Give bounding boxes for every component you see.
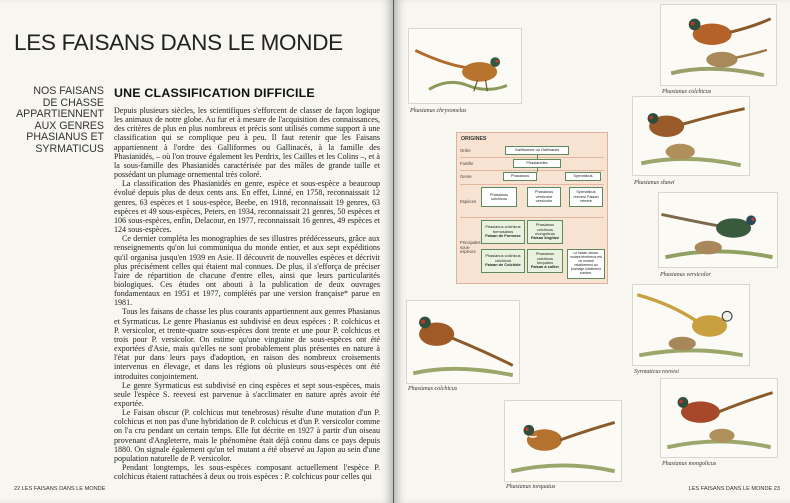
caption: Syrmaticus reevesi — [634, 369, 679, 375]
sidebar-line: AUX GENRES — [34, 119, 104, 132]
row-label-genre: Genre — [460, 174, 472, 179]
node-famille: Phasianidés — [513, 159, 561, 168]
caption: Phasianus colchicus — [662, 89, 712, 95]
subspecies-latin: Phasianus colchicus mongolicus — [535, 222, 555, 236]
left-page — [0, 0, 393, 503]
node-ordre: Galliformes ou Gallinacés — [505, 146, 569, 155]
caption: Phasianus torquatus — [506, 484, 556, 490]
pheasant-illustration — [633, 285, 749, 365]
caption: Phasianus mongolicus — [662, 461, 717, 467]
page-folio: LES FAISANS DANS LE MONDE 23 — [688, 486, 780, 492]
subspecies-common: Faisan de Colchide — [485, 262, 521, 268]
row-divider — [460, 170, 604, 171]
subspecies-latin: Phasianus colchicus formosanus — [485, 224, 521, 234]
connector — [537, 168, 538, 172]
paragraph: Le Faisan obscur (P. colchicus mut tenebrosus) résulte d'une mutation d'un P. colchicus et non pas d'une hybridation de P. colchicus et d'un P. versicolor comme on l'a cru pendant un certain temps. Elle fut décrite en 1927 à partir d'un oiseau provenant d'Angleterre, mais le phénomène était déjà connu dans ce pays depuis 1880. On signale également qu'un tel mutant a été observé au Japon au sein d'une population naturelle de P. versicolor. — [114, 408, 380, 463]
paragraph: La classification des Phasianidés en genre, espèce et sous-espèce a beaucoup évolué depuis plus de deux cents ans. En effet, Linné, en 1758, reconnaissait 12 genres, 63 espèces et 1 sous-espèce, Beebe, en 1918, reconnaissait 19 genres, 63 espèces et 49 sous-espèces, Peters, en 1934, reconnaissait 21 genres, 50 espèces et 106 sous-espèces, enfin, Delacour, en 1977, reconnaissait 16 genres, 49 espèces et 124 sous-espèces. — [114, 179, 380, 235]
row-label-ordre: Ordre — [460, 148, 471, 153]
node-genre-phasianus: Phasianus — [503, 172, 537, 181]
pheasant-illustration — [661, 5, 776, 85]
plate-phasianus-torquatus — [504, 400, 622, 482]
pheasant-illustration — [661, 379, 777, 457]
sidebar-line: DE CHASSE — [42, 96, 104, 109]
node-sous-espece-colchide — [481, 249, 525, 273]
node-sous-espece-kirghize — [527, 220, 563, 244]
sidebar-line: PHASIANUS ET — [26, 131, 104, 144]
node-espece-colchicus: Phasianus colchicus — [481, 187, 517, 207]
plate-phasianus-shawi — [632, 96, 750, 176]
subspecies-common: Faisan kirghize — [530, 235, 560, 241]
pheasant-illustration — [409, 29, 521, 103]
paragraph: Le genre Syrmaticus est subdivisé en cinq espèces et sept sous-espèces, mais seule l'espèce S. reevesi est parvenue à s'acclimater en nature après avoir été exportée. — [114, 380, 380, 408]
row-label-especes: Espèces — [460, 199, 477, 204]
paragraph: Ce dernier compléta les monographies de ses illustres prédécesseurs, grâce aux renseignements qu'on lui communiqua du monde entier, et aux sept expéditions qu'il organisa jusqu'en 1939 en Asie. Il découvrit de nouvelles espèces et décrivit plus précisément celles qui étaient mal connues. De plus, il s'efforça de préciser l'aire de répartition de chacune d'entre elles, ainsi que leurs particularités biologiques. Ces études ont abouti à la publication de deux ouvrages fondamentaux en 1951 et 1977, complétés par une version française* parue en 1981. — [114, 234, 380, 308]
page-folio: 22 LES FAISANS DANS LE MONDE — [14, 486, 106, 492]
plate-phasianus-colchicus-top — [660, 4, 777, 86]
chart-title: ORIGINES — [461, 136, 487, 142]
row-label-sous-especes: Principales sous-espèces — [460, 240, 481, 255]
pheasant-illustration — [505, 401, 621, 481]
subspecies-common: Faisan à collier — [530, 264, 560, 270]
subspecies-latin: Phasianus colchicus torquatus — [535, 251, 555, 265]
paragraph: Tous les faisans de chasse les plus courants appartiennent aux genres Phasianus et Syrmaticus. Le genre Phasianus est subdivisé en deux espèces : P. colchicus et P. versicolor, et trente-quatre sous-espèces dont trente et une pour P. colchicus et trois pour P. versicolor. On estime qu'une vingtaine de sous-espèces ont été exportées d'Asie, mais qu'elles ne sont probablement plus présentes en nature à l'état pur dans leurs pays d'adoption, en raison des nombreux croisements intervenus en élevage, et dans les régions où plusieurs sous-espèces ont été introduites conjointement. — [114, 307, 380, 381]
sidebar-line: APPARTIENNENT — [16, 108, 104, 121]
caption: Phasianus shawi — [634, 180, 675, 186]
node-espece-versicolor: Phasianus versicolor versicolor — [527, 187, 561, 207]
pheasant-illustration — [407, 301, 519, 383]
origins-classification-chart — [456, 132, 608, 284]
subspecies-common: Faisan de Formose — [485, 233, 521, 239]
plate-phasianus-colchicus-mid — [406, 300, 520, 384]
section-heading: UNE CLASSIFICATION DIFFICILE — [114, 86, 315, 100]
plate-syrmaticus-reevesi — [632, 284, 750, 366]
subspecies-latin: Phasianus colchicus colchicus — [485, 253, 521, 263]
node-genre-syrmaticus: Syrmaticus — [565, 172, 601, 181]
row-label-famille: Famille — [460, 161, 474, 166]
plate-phasianus-mongolicus — [660, 378, 778, 458]
node-espece-reevesi: Syrmaticus reevesi Faisan vénéré — [569, 187, 603, 207]
plate-phasianus-chrysomelas — [408, 28, 522, 104]
paragraph: Pendant longtemps, les sous-espèces composant actuellement l'espèce P. colchicus étaient rattachées à deux ou trois espèces : P. colchicus pour celles qui — [114, 463, 380, 482]
node-sous-espece-formose — [481, 220, 525, 244]
note-faisan-obscur: Le faisan obscur mutant ténébreux est un mutant relativement au plumage totalement sombre. — [567, 249, 605, 279]
plate-phasianus-versicolor — [658, 192, 778, 268]
paragraph: Depuis plusieurs siècles, les scientifiques s'efforcent de classer de façon logique les animaux de notre globe. Au fur et à mesure de l'acquisition des connaissances, des critères de plus en plus nombreux et précis sont utilisés comme support à une classification qui se complique peu à peu. Il faut retenir que les Faisans appartiennent à l'ordre des Galliformes ou Gallinacés, à la famille des Phasianidés, – où l'on trouve également les Perdrix, les Cailles et les Colins –, et à la sous-famille des Phasianidés caractérisée par des mâles de grande taille et possédant un plumage ornemental très coloré. — [114, 106, 380, 180]
row-divider — [460, 184, 604, 185]
sidebar-line: SYRMATICUS — [35, 142, 104, 155]
page-title: LES FAISANS DANS LE MONDE — [14, 30, 343, 55]
body-text — [114, 106, 380, 481]
pheasant-illustration — [659, 193, 777, 267]
caption: Phasianus colchicus — [408, 386, 458, 392]
pheasant-illustration — [633, 97, 749, 175]
sidebar-summary — [14, 86, 104, 156]
row-divider — [460, 157, 604, 158]
sidebar-line: NOS FAISANS — [33, 85, 104, 97]
caption: Phasianus versicolor — [660, 272, 711, 278]
row-divider — [460, 217, 604, 218]
node-sous-espece-collier — [527, 249, 563, 273]
caption: Phasianus chrysomelas — [410, 108, 467, 114]
